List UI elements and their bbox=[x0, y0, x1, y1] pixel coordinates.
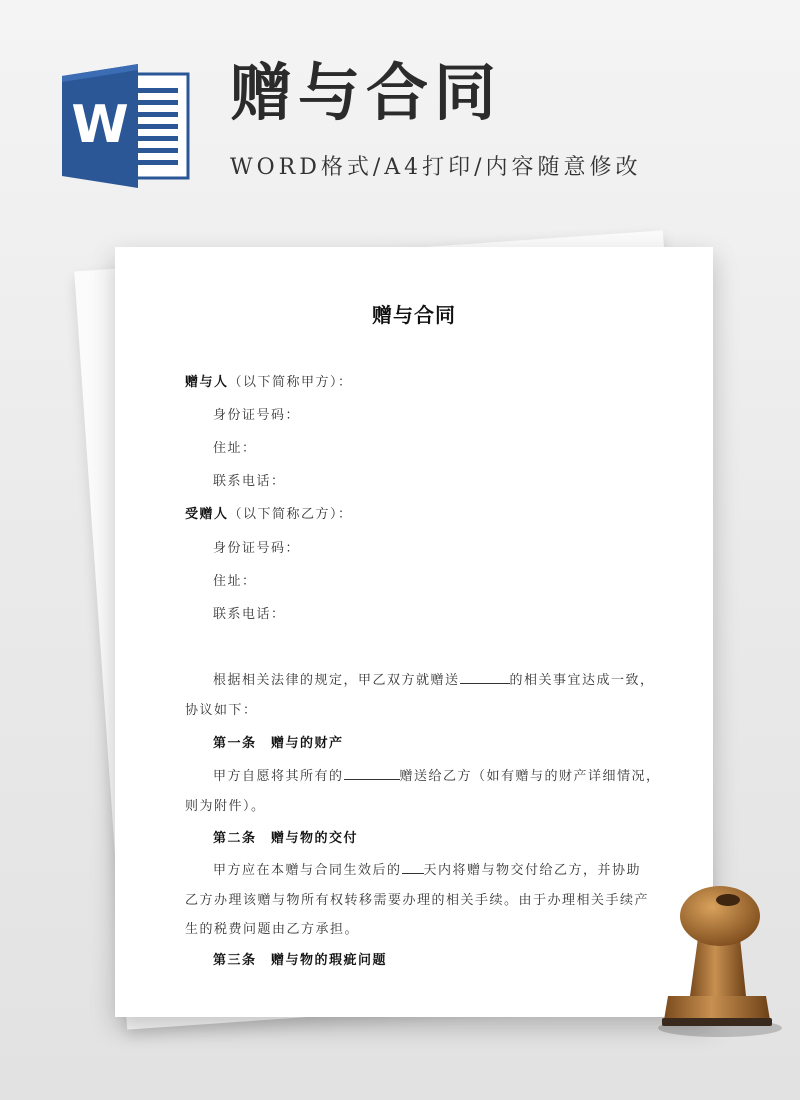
gift-blank bbox=[460, 671, 510, 684]
article-2-line-2: 乙方办理该赠与物所有权转移需要办理的相关手续。由于办理相关手续产 bbox=[185, 893, 650, 908]
property-blank bbox=[344, 767, 400, 780]
donee-id-field: 身份证号码： bbox=[213, 541, 301, 556]
article-3-title: 第三条 赠与物的瑕疵问题 bbox=[213, 953, 388, 968]
document-page bbox=[115, 247, 713, 1017]
donee-label: 受赠人 bbox=[185, 507, 229, 522]
article-1-line-1 bbox=[213, 765, 661, 784]
donor-note: （以下简称甲方）： bbox=[228, 375, 353, 390]
days-blank bbox=[402, 861, 424, 874]
donor-id-field: 身份证号码： bbox=[213, 408, 301, 423]
article-2-title: 第二条 赠与物的交付 bbox=[213, 831, 359, 846]
article-2-line-1 bbox=[213, 859, 641, 878]
article-1-title: 第一条 赠与的财产 bbox=[213, 736, 344, 751]
article-2-text-a: 甲方应在本赠与合同生效后的 bbox=[213, 863, 402, 878]
donor-line bbox=[185, 371, 353, 390]
word-logo-icon bbox=[62, 64, 192, 188]
intro-text-b: 的相关事宜达成一致， bbox=[509, 673, 655, 688]
donee-address-field: 住址： bbox=[213, 574, 257, 589]
article-1-line-2: 则为附件）。 bbox=[185, 799, 266, 814]
donee-note: （以下简称乙方）： bbox=[228, 507, 353, 522]
page-title: 赠与合同 bbox=[230, 56, 503, 129]
document-title: 赠与合同 bbox=[372, 303, 456, 327]
donor-address-field: 住址： bbox=[213, 441, 257, 456]
article-1-text-a: 甲方自愿将其所有的 bbox=[213, 769, 344, 784]
wooden-stamp-icon bbox=[648, 878, 788, 1038]
logo-letter: W bbox=[71, 95, 129, 155]
article-1-text-b: 赠送给乙方（如有赠与的财产详细情况， bbox=[399, 769, 661, 784]
intro-line-1 bbox=[213, 669, 655, 688]
intro-line-2: 协议如下： bbox=[185, 703, 258, 718]
article-2-text-b: 天内将赠与物交付给乙方，并协助 bbox=[423, 863, 642, 878]
donee-line bbox=[185, 503, 353, 522]
donee-phone-field: 联系电话： bbox=[213, 607, 286, 622]
donor-phone-field: 联系电话： bbox=[213, 474, 286, 489]
page-subtitle: WORD格式/A4打印/内容随意修改 bbox=[230, 155, 642, 180]
donor-label: 赠与人 bbox=[185, 375, 229, 390]
intro-text-a: 根据相关法律的规定，甲乙双方就赠送 bbox=[213, 673, 460, 688]
article-2-line-3: 生的税费问题由乙方承担。 bbox=[185, 922, 360, 937]
